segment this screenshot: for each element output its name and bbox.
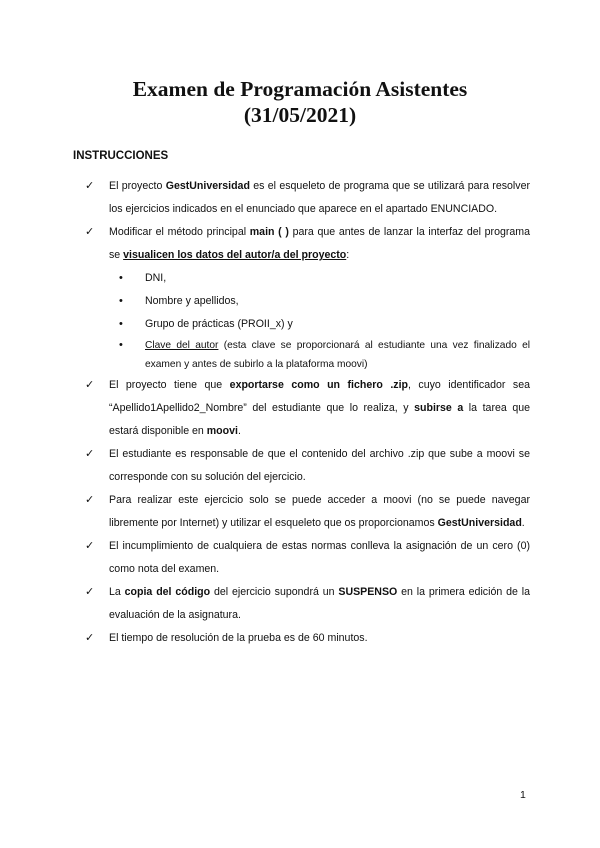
item-bold: GestUniversidad — [165, 180, 250, 192]
sub-list-item — [109, 290, 530, 313]
sub-list-item — [109, 313, 530, 336]
list-item — [85, 535, 530, 581]
item-text: . — [237, 425, 241, 437]
sub-item-text: (esta clave se proporcionará al estudiante una vez finalizado el examen y antes de subirlo a la plataforma moovi) — [145, 340, 530, 370]
bullet-icon: • — [119, 318, 123, 330]
sub-item-text: Nombre y apellidos, — [145, 295, 239, 307]
list-item — [85, 175, 530, 221]
section-heading: INSTRUCCIONES — [73, 150, 169, 162]
check-mark-icon: ✓ — [85, 379, 95, 391]
check-mark-icon: ✓ — [85, 540, 95, 552]
sub-item-text: DNI, — [145, 272, 167, 284]
list-item — [85, 581, 530, 627]
item-bold: GestUniversidad — [437, 517, 522, 529]
item-text: El tiempo de resolución de la prueba es de 60 minutos. — [109, 632, 368, 644]
item-text: . — [521, 517, 525, 529]
check-mark-icon: ✓ — [85, 586, 95, 598]
check-mark-icon: ✓ — [85, 632, 95, 644]
item-text: , cuyo identificador sea “Apellido1Apellido2_Nombre” del estudiante que lo realiza, y — [109, 379, 530, 414]
page-title-date: (31/05/2021) — [243, 103, 357, 127]
list-item — [85, 221, 530, 374]
item-text: : — [346, 249, 350, 261]
check-mark-icon: ✓ — [85, 226, 95, 238]
item-text: Modificar el método principal — [109, 226, 250, 238]
check-mark-icon: ✓ — [85, 494, 95, 506]
list-item — [85, 489, 530, 535]
item-text: El proyecto — [109, 180, 166, 192]
item-bold: subirse a — [414, 402, 464, 414]
check-mark-icon: ✓ — [85, 448, 95, 460]
item-text: El proyecto tiene que — [109, 379, 230, 391]
author-data-list — [109, 267, 530, 374]
sub-item-underlined: Clave del autor — [145, 340, 219, 351]
item-text: es el esqueleto de programa que se utilizará para resolver los ejercicios indicados en el enunciado que aparece en el apartado ENUNCIADO. — [109, 180, 530, 215]
list-item — [85, 374, 530, 443]
item-text: en la primera edición de la evaluación de la asignatura. — [109, 586, 531, 621]
sub-list-item — [109, 267, 530, 290]
list-item — [85, 443, 530, 489]
item-bold: main ( ) — [249, 226, 289, 238]
item-text: El estudiante es responsable de que el contenido del archivo .zip que sube a moovi se corresponde con su solución del ejercicio. — [109, 448, 530, 483]
item-bold: exportarse como un fichero .zip — [229, 379, 408, 391]
item-text: El incumplimiento de cualquiera de estas normas conlleva la asignación de un cero (0) como nota del examen. — [109, 540, 530, 575]
item-bold: moovi — [206, 425, 238, 437]
sub-list-item — [109, 336, 530, 374]
instructions-list — [85, 175, 530, 650]
bullet-icon: • — [119, 272, 123, 284]
item-bold: SUSPENSO — [338, 586, 398, 598]
page-title: Examen de Programación Asistentes — [132, 77, 468, 101]
item-text: para que antes de lanzar la interfaz del programa se — [109, 226, 530, 261]
item-bold: copia del código — [124, 586, 211, 598]
check-mark-icon: ✓ — [85, 180, 95, 192]
item-text: la tarea que estará disponible en — [109, 402, 530, 437]
bullet-icon: • — [119, 339, 123, 351]
item-bold-underlined: visualicen los datos del autor/a del proyecto — [123, 249, 347, 261]
list-item — [85, 627, 530, 650]
item-text: Para realizar este ejercicio solo se puede acceder a moovi (no se puede navegar libremente por Internet) y utilizar el esqueleto que os proporcionamos — [109, 494, 530, 529]
item-text: La — [109, 586, 125, 598]
page-number: 1 — [520, 789, 526, 801]
sub-item-text: Grupo de prácticas (PROII_x) y — [145, 318, 293, 330]
item-text: del ejercicio supondrá un — [210, 586, 339, 598]
bullet-icon: • — [119, 295, 123, 307]
